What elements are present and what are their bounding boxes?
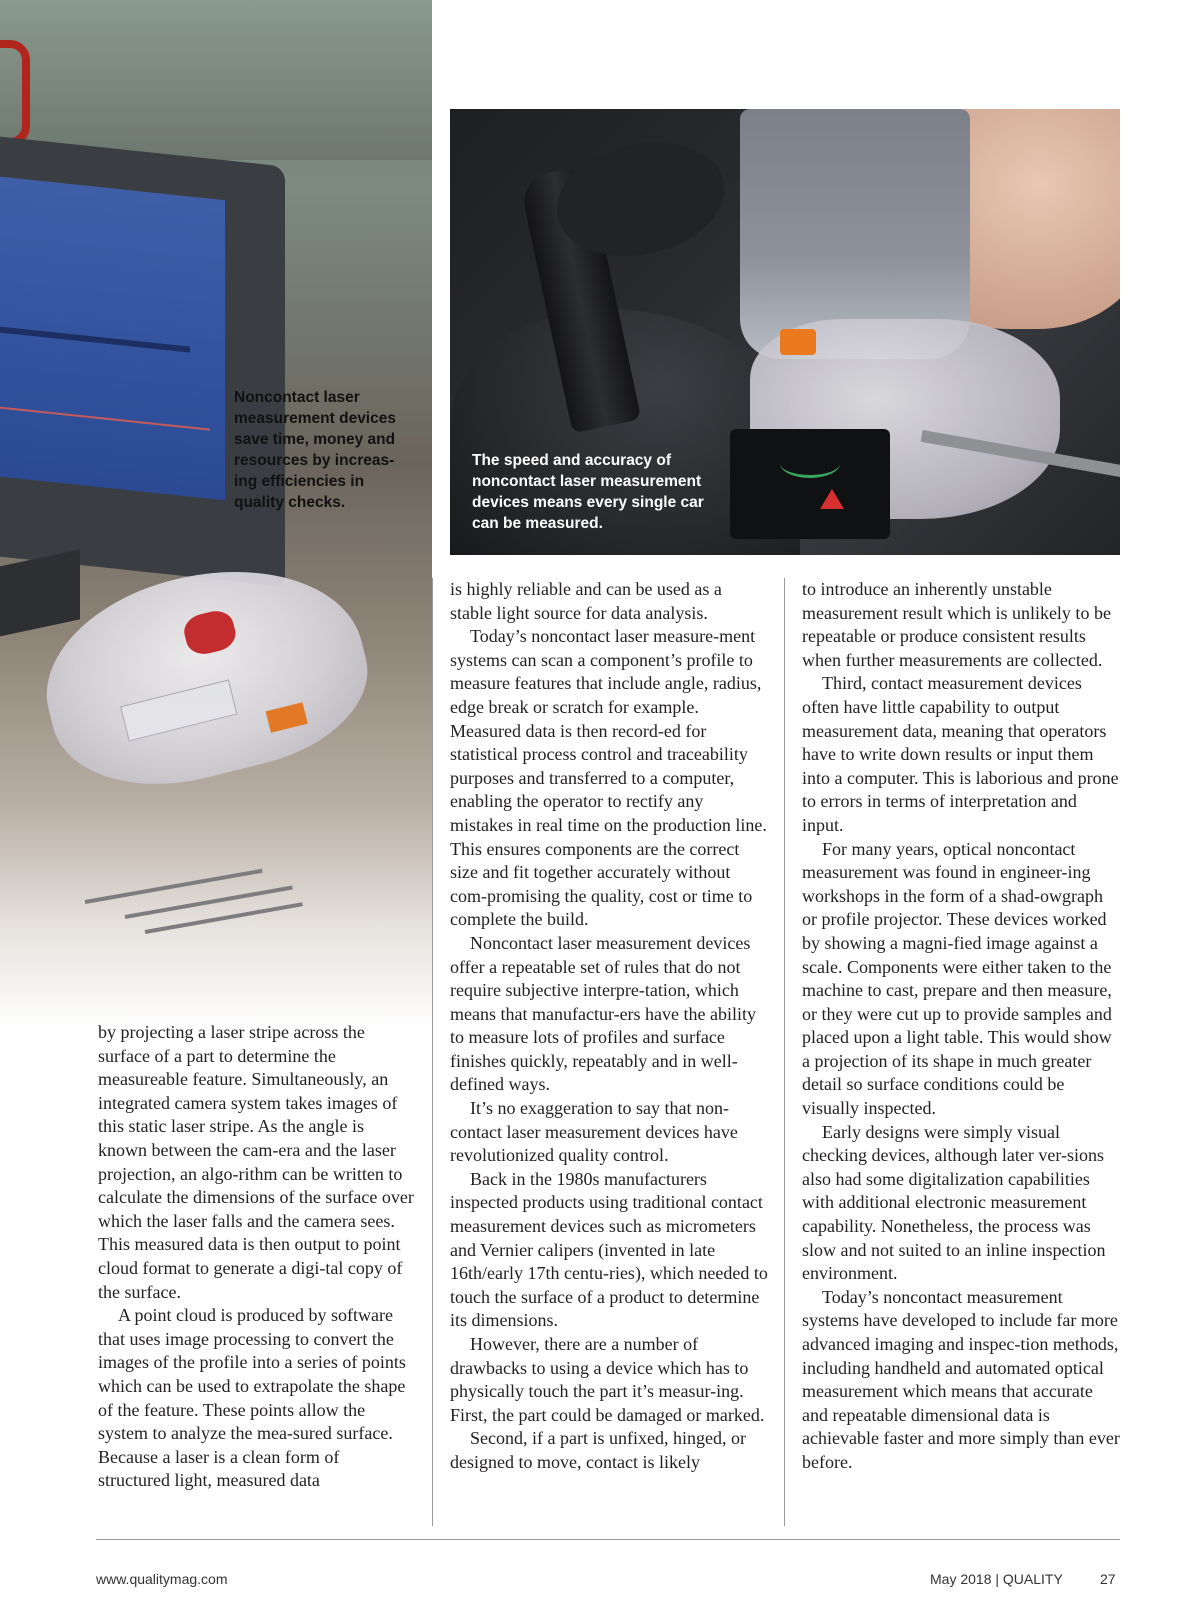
paragraph: For many years, optical noncontact measurement was found in engineer-ing workshops in the form of a shad-owgraph or profile projector. These devices worked by showing a magni-fied image against a scale. Components were either taken to the machine to cast, prepare and then measure, or they were cut up to provide samples and placed upon a light table. This would show a projection of its shape in much greater detail so surface conditions could be visually inspected. (802, 838, 1112, 1119)
paragraph: by projecting a laser stripe across the surface of a part to determine the measureable feature. Simultaneously, an integrated camera system takes images of this static laser stripe. As the angle is known between the cam-era and the laser projection, an algo-rithm can be written to calculate the dimensions of the surface over which the laser falls and the camera sees. This measured data is then output to point cloud format to generate a digi-tal copy of the surface. (98, 1022, 414, 1302)
screen-laser-line (0, 404, 210, 430)
green-light (780, 449, 840, 478)
screen-graphic (0, 326, 190, 353)
laptop-screen (0, 173, 225, 500)
photo-laptop-scanner (0, 0, 432, 1030)
background-wall (0, 0, 432, 160)
paragraph: Today’s noncontact laser measure-ment systems can scan a component’s profile to measure features that include angle, radius, edge break or scratch for example. Measured data is then record-ed for statistical process control and traceability purposes and transferred to a computer, enabling the operator to rectify any mistakes in real time on the production line. This ensures components are the correct size and fit together accurately without com-promising the quality, cost or time to complete the build. (450, 626, 767, 930)
laptop (0, 133, 285, 586)
paragraph: Third, contact measurement devices often have little capability to output measurement data, meaning that operators have to write down results or input them into a computer. This is laborious and prone to errors in terms of interpretation and input. (802, 673, 1119, 835)
paragraph: is highly reliable and can be used as a stable light source for data analysis. (450, 579, 722, 623)
paragraph: However, there are a number of drawbacks to using a device which has to physically touch the part it’s measur-ing. First, the part could be damaged or marked. (450, 1334, 765, 1425)
paragraph: A point cloud is produced by software that uses image processing to convert the images of the profile into a series of points which can be used to extrapolate the shape of the feature. These points allow the system to analyze the mea-sured surface. Because a laser is a clean form of structured light, measured data (98, 1305, 406, 1491)
paragraph: Back in the 1980s manufacturers inspected products using traditional contact measurement devices such as micrometers and Vernier calipers (invented in late 16th/early 17th centu-ries), which needed to touch the surface of a product to determine its dimensions. (450, 1168, 768, 1331)
shift-knob (546, 128, 735, 271)
scanner-orange-button (780, 329, 816, 355)
paragraph: to introduce an inherently unstable measurement result which is unlikely to be repeatable or produce consistent results when further measurements are collected. (802, 579, 1111, 670)
page-number: 27 (1100, 1571, 1116, 1587)
text-column-right (802, 578, 1120, 1475)
paragraph: Early designs were simply visual checking devices, although later ver-sions also had some digitalization capabilities with additional electronic measurement capability. Nonetheless, the process was slow and not suited to an inline inspection environment. (802, 1121, 1106, 1284)
calibration-pins (85, 870, 315, 930)
hazard-icon (820, 489, 844, 509)
laptop-keyboard (0, 549, 80, 640)
photo-caption-left: Noncontact laser measurement devices save time, money and resources by increas-ing efficiencies in quality checks. (234, 389, 396, 511)
footer-url[interactable]: www.qualitymag.com (96, 1571, 228, 1587)
scanner-orange-button (266, 702, 308, 733)
text-column-left (98, 1021, 415, 1493)
paragraph: It’s no exaggeration to say that non-contact laser measurement devices have revolutionized quality control. (450, 1098, 738, 1166)
paragraph: Noncontact laser measurement devices offer a repeatable set of rules that do not require subjective interpre-tation, which means that manufactur-ers have the ability to measure lots of profiles and surface finishes quickly, repeatably and in well-defined ways. (450, 932, 757, 1095)
photo-caption-right: The speed and accuracy of noncontact laser measurement devices means every single car can be measured. (472, 452, 704, 532)
paragraph: Today’s noncontact measurement systems have developed to include far more advanced imaging and inspec-tion methods, including handheld and automated optical measurement which means that accurate and repeatable dimensional data is achievable faster and more simply than ever before. (802, 1286, 1120, 1472)
footer-rule (96, 1539, 1120, 1540)
column-divider (432, 578, 433, 1526)
scanner-label (120, 679, 237, 741)
dashboard-panel (730, 429, 890, 539)
footer-issue: May 2018 | QUALITY (930, 1571, 1063, 1587)
scanner-red-lens (181, 607, 239, 658)
text-column-middle (450, 578, 768, 1475)
paragraph: Second, if a part is unfixed, hinged, or designed to move, contact is likely (450, 1428, 746, 1472)
red-chair-frame (0, 40, 30, 146)
column-divider (784, 578, 785, 1526)
